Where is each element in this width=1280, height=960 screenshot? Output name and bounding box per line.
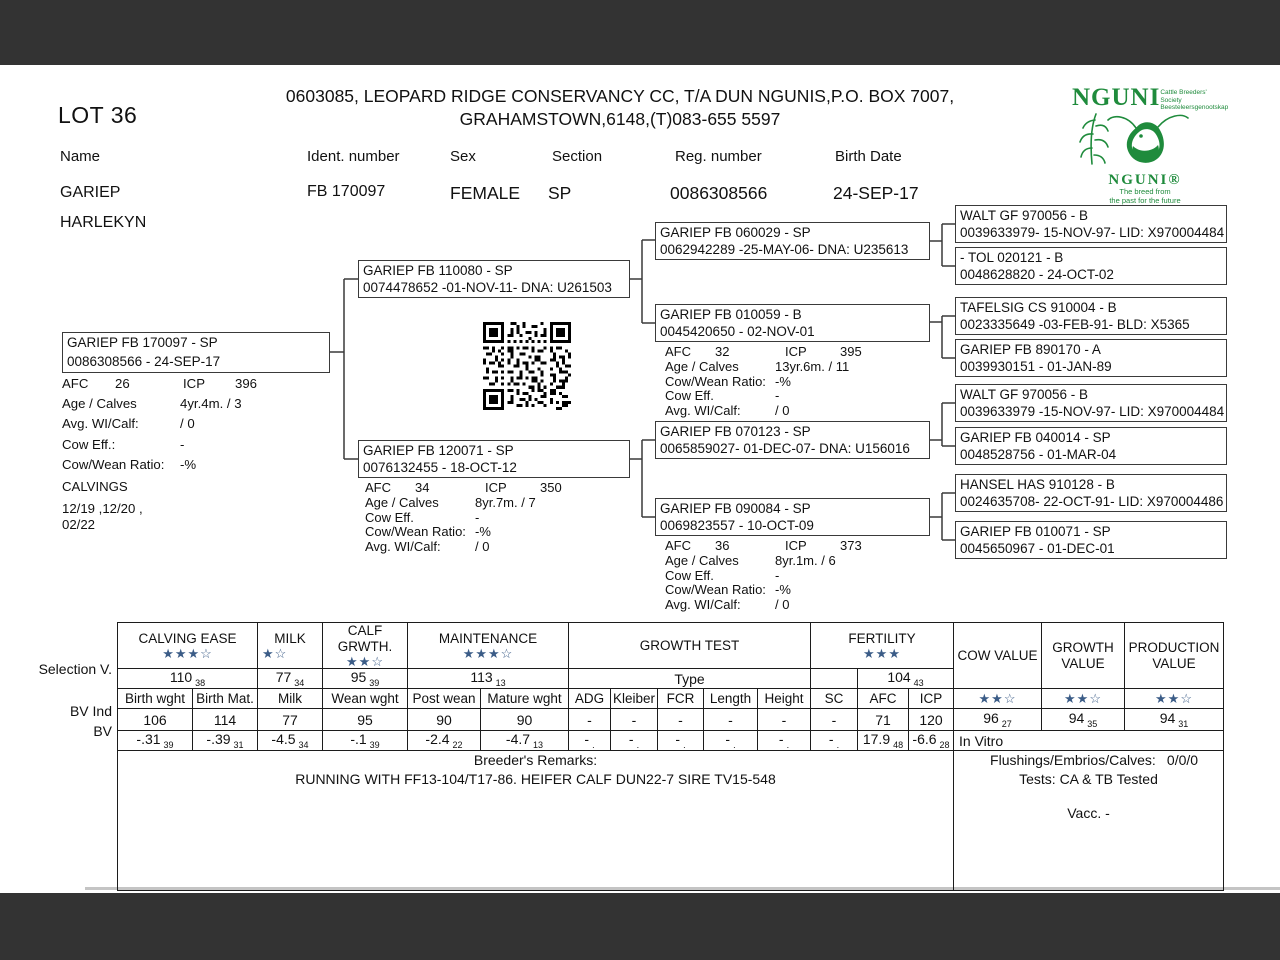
side-label-bv: BV [93,723,112,739]
calvings-label: CALVINGS [62,478,128,494]
bv-cell: - $_.$ [704,731,758,751]
side-label-bv-ind: BV Ind [69,703,112,719]
group-calving-ease: CALVING EASE ★★★☆ [118,623,258,669]
selection-milk: 77 $_{34}$ [258,669,323,689]
col-length: Length [704,689,758,709]
dam-line2: 0076132455 - 18-OCT-12 [363,460,517,475]
bv-ind-cell: - [811,709,858,731]
bv-ind-cell: 77 [258,709,323,731]
dam-line1: GARIEP FB 120071 - SP [363,443,514,458]
value-sex: FEMALE [450,183,521,203]
calvings-line1: 12/19 ,12/20 , [62,501,143,517]
header-growth-value: GROWTH VALUE [1042,623,1125,689]
breeder-address [150,85,1090,131]
pedigree-box-subject [62,332,330,373]
subject-line1: GARIEP FB 170097 - SP [67,335,218,350]
cow-value-stars: ★★☆ [954,689,1042,709]
value-ident: FB 170097 [307,183,386,200]
col-milk: Milk [258,689,323,709]
bottom-frame-bar [0,893,1280,960]
selection-calving-ease: 110 $_{38}$ [118,669,258,689]
pedigree-box-gp3: GARIEP FB 070123 - SP 0065859027- 01-DEC-07- DNA: U156016 [655,421,930,459]
bv-ind-cell: - [658,709,704,731]
col-wean-wght: Wean wght [323,689,408,709]
value-section: SP [548,183,572,203]
value-reg: 0086308566 [670,183,768,203]
stat-row: Cow/Wean Ratio: -% [365,524,491,540]
dam-afc-line: AFC 34 ICP 350 [365,480,562,495]
bv-cell: - $_.$ [569,731,611,751]
afc-label: AFC [62,376,89,391]
production-value-stars: ★★☆ [1125,689,1224,709]
breeder-address-line2: GRAHAMSTOWN,6148,(T)083-655 5597 [459,109,781,129]
value-name2: HARLEKYN [60,214,147,231]
col-fcr: FCR [658,689,704,709]
col-sc: SC [811,689,858,709]
label-name: Name [60,148,101,165]
icp-label: ICP [183,376,205,391]
pedigree-box-sire [358,260,630,298]
col-icp: ICP [909,689,954,709]
value-name: GARIEP [60,184,121,201]
stats-gp4: AFC 36 ICP 373 Age / Calves 8yr.1m. / 6 Cow Eff. - Cow/Wean Ratio: -% Avg. WI/Calf: / 0 [665,538,862,613]
stat-row: Age / Calves 4yr.4m. / 3 [62,396,242,412]
stat-row: Cow/Wean Ratio: -% [665,373,791,389]
fertility-stars: ★★★ [863,646,901,661]
flushings-line: Flushings/Embrios/Calves: 0/0/0 [990,752,1199,768]
flushings-value: 0/0/0 [1166,752,1199,768]
col-mature-wght: Mature wght [481,689,569,709]
stat-row: Cow Eff. - [665,567,780,583]
group-fertility: FERTILITY ★★★ [811,623,954,669]
stat-row: Cow Eff. - [665,388,780,404]
stat-row: Age / Calves 13yr.6m. / 11 [665,358,850,374]
qr-code [482,322,572,410]
col-adg: ADG [569,689,611,709]
bv-ind-cell: 120 [909,709,954,731]
stat-row: Avg. WI/Calf: / 0 [62,416,195,432]
label-reg: Reg. number [675,148,762,165]
pedigree-box-ggp2: - TOL 020121 - B 0048628820 - 24-OCT-02 [955,247,1227,285]
growth-value-stars: ★★☆ [1042,689,1125,709]
pedigree-box-gp4: GARIEP FB 090084 - SP 0069823557 - 10-OCT-09 [655,498,930,536]
cow-value: 96 $_{27}$ [954,709,1042,731]
col-birth-wght: Birth wght [118,689,193,709]
calf-growth-stars: ★★☆ [346,654,384,669]
pedigree-box-ggp7: HANSEL HAS 910128 - B 0024635708- 22-OCT-91- LID: X970004486 [955,474,1227,512]
sire-line2: 0074478652 -01-NOV-11- DNA: U261503 [363,280,612,295]
subject-line2: 0086308566 - 24-SEP-17 [67,353,221,369]
logo-slogan-line1: The breed from [1119,186,1171,196]
col-kleiber: Kleiber [611,689,658,709]
stats-gp2: AFC 32 ICP 395 Age / Calves 13yr.6m. / 11 Cow/Wean Ratio: -% Cow Eff. - Avg. WI/Calf: / 0 [665,344,862,419]
milk-stars: ★☆ [262,646,288,661]
bv-ind-cell: - [704,709,758,731]
bv-cell: - $_.$ [811,731,858,751]
group-milk: MILK ★☆ [258,623,323,669]
pedigree-box-dam [358,440,630,478]
pedigree-box-gp2: GARIEP FB 010059 - B 0045420650 - 02-NOV-01 [655,304,930,342]
sire-line1: GARIEP FB 110080 - SP [363,263,513,278]
label-ident: Ident. number [307,148,400,165]
col-afc: AFC [858,689,909,709]
growth-test-type: Type [569,669,811,689]
selection-calf-growth: 95 $_{39}$ [323,669,408,689]
header-production-value: PRODUCTION VALUE [1125,623,1224,689]
tests-line: Tests: CA & TB Tested [1019,771,1158,787]
breeders-remarks-label: Breeder's Remarks: [473,752,598,768]
logo-society-line2: Beesteleersgenootskap [1160,104,1229,111]
breeders-remarks-cell [118,751,954,891]
col-birth-mat: Birth Mat. [193,689,258,709]
bv-ind-cell: - [611,709,658,731]
logo-slogan [1072,187,1218,205]
pedigree-box-ggp8: GARIEP FB 010071 - SP 0045650967 - 01-DEC-01 [955,521,1227,559]
lot-number: LOT 36 [58,102,138,128]
bv-cell: -.1 $_{39}$ [323,731,408,751]
performance-table [117,622,1224,891]
stat-row: Age / Calves 8yr.1m. / 6 [665,552,836,568]
stat-row: Cow/Wean Ratio: -% [665,582,791,598]
header-cow-value: COW VALUE [954,623,1042,689]
col-post-wean: Post wean [408,689,481,709]
selection-fertility: 104 $_{43}$ [858,669,954,689]
bv-ind-cell: 106 [118,709,193,731]
bv-ind-cell: 71 [858,709,909,731]
pedigree-box-gp1: GARIEP FB 060029 - SP 0062942289 -25-MAY-06- DNA: U235613 [655,222,930,260]
bv-ind-cell: 90 [408,709,481,731]
bv-cell: 17.9 $_{48}$ [858,731,909,751]
pedigree-box-ggp6: GARIEP FB 040014 - SP 0048528756 - 01-MAR-04 [955,427,1227,465]
subject-afc-line [62,376,257,396]
pedigree-box-ggp3: TAFELSIG CS 910004 - B 0023335649 -03-FEB-91- BLD: X5365 [955,297,1227,335]
maintenance-stars: ★★★☆ [462,646,514,661]
selection-maintenance: 113 $_{13}$ [408,669,569,689]
group-growth-test: GROWTH TEST [569,623,811,669]
bv-cell: -2.4 $_{22}$ [408,731,481,751]
stats-dam [365,480,562,554]
group-maintenance: MAINTENANCE ★★★☆ [408,623,569,669]
bv-cell: -.31 $_{39}$ [118,731,193,751]
calvings-line2: 02/22 [62,517,96,533]
bv-ind-cell: - [569,709,611,731]
stat-row: Avg. WI/Calf: / 0 [665,597,790,613]
production-value: 94 $_{31}$ [1125,709,1224,731]
icp-value: 396 [235,376,258,391]
value-birth: 24-SEP-17 [833,183,919,203]
breeder-address-line1: 0603085, LEOPARD RIDGE CONSERVANCY CC, T/A DUN NGUNIS,P.O. BOX 7007, [285,86,955,106]
label-sex: Sex [450,148,476,165]
stat-row: Cow Eff. - [365,509,480,525]
vacc-line: Vacc. - [1067,805,1110,821]
bv-ind-cell: 90 [481,709,569,731]
logo-society-line1: Cattle Breeders' Society [1160,89,1207,104]
bv-cell: - $_.$ [658,731,704,751]
bv-ind-cell: 95 [323,709,408,731]
logo-slogan-line2: the past for the future [1109,195,1181,205]
bv-cell: -4.7 $_{13}$ [481,731,569,751]
label-section: Section [552,148,603,165]
repro-info-cell [954,751,1224,891]
cow-head-icon [1072,112,1212,168]
pedigree-box-ggp5: WALT GF 970056 - B 0039633979 -15-NOV-97- LID: X970004484 [955,384,1227,422]
stat-row: Age / Calves 8yr.7m. / 7 [365,494,536,510]
growth-value: 94 $_{35}$ [1042,709,1125,731]
logo-brand-text: NGUNI [1072,84,1161,111]
bv-ind-cell: - [758,709,811,731]
stat-row: Cow Eff.: - [62,436,185,452]
stat-row: Avg. WI/Calf: / 0 [365,539,490,555]
fertility-empty-cell [811,669,858,689]
side-label-selection: Selection V. [38,661,112,677]
logo-society-text [1160,86,1228,112]
logo-brand-lower: NGUNI® [1108,171,1182,188]
label-birth: Birth Date [835,148,902,165]
bv-cell: -.39 $_{31}$ [193,731,258,751]
bv-cell: -4.5 $_{34}$ [258,731,323,751]
stats-subject [62,376,257,533]
bv-cell: - $_.$ [758,731,811,751]
col-height: Height [758,689,811,709]
afc-value: 26 [115,376,130,391]
bv-cell: - $_.$ [611,731,658,751]
in-vitro-cell: In Vitro [954,731,1224,751]
stat-row: Cow/Wean Ratio: -% [62,456,197,472]
group-calf-growth: CALF GRWTH. ★★☆ [323,623,408,669]
pedigree-box-ggp4: GARIEP FB 890170 - A 0039930151 - 01-JAN-89 [955,339,1227,377]
top-frame-bar [0,0,1280,65]
nguni-logo [1072,84,1229,205]
stat-row: Avg. WI/Calf: / 0 [665,403,790,419]
calving-ease-stars: ★★★☆ [162,646,213,661]
pedigree-box-ggp1: WALT GF 970056 - B 0039633979- 15-NOV-97- LID: X970004484 [955,205,1227,243]
bv-cell: -6.6 $_{28}$ [909,731,954,751]
breeders-remarks-text: RUNNING WITH FF13-104/T17-86. HEIFER CALF DUN22-7 SIRE TV15-548 [295,771,776,787]
logo-header [1072,84,1229,112]
bv-ind-cell: 114 [193,709,258,731]
